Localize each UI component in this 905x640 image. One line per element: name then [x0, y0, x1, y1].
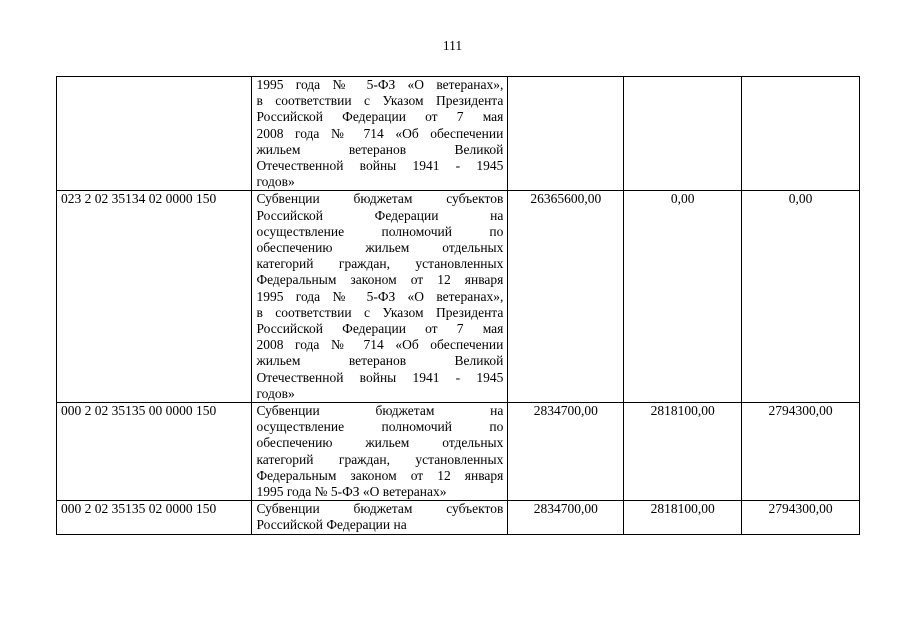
description-line: жильем ветеранов Великой	[256, 141, 504, 157]
description-line: 1995 года № 5-ФЗ «О ветеранах»,	[256, 288, 504, 304]
description-line: 1995 года № 5-ФЗ «О ветеранах»	[256, 484, 447, 500]
description-line: Субвенции бюджетам субъектов	[256, 501, 504, 517]
amount-year-1: 2834700,00	[508, 501, 624, 534]
amount-year-3: 0,00	[742, 191, 860, 403]
description-line: 2008 года № 714 «Об обеспечении	[256, 337, 504, 353]
description-line: Федеральным законом от 12 января	[256, 272, 504, 288]
amount-year-2: 2818100,00	[624, 501, 742, 534]
description-line: Субвенции бюджетам на	[256, 403, 504, 419]
revenue-description	[252, 501, 508, 534]
amount-year-3	[742, 77, 860, 191]
description-line: осуществление полномочий по	[256, 419, 504, 435]
description-line: Отечественной войны 1941 - 1945	[256, 369, 504, 385]
description-line: годов»	[256, 174, 295, 190]
description-line: 1995 года № 5-ФЗ «О ветеранах»,	[256, 77, 504, 92]
amount-year-1: 2834700,00	[508, 403, 624, 501]
budget-classification-code: 000 2 02 35135 02 0000 150	[57, 501, 252, 534]
revenue-description	[252, 403, 508, 501]
table-row	[57, 191, 860, 403]
description-line: в соответствии с Указом Президента	[256, 304, 504, 320]
description-line: Федеральным законом от 12 января	[256, 467, 504, 483]
description-line: годов»	[256, 385, 295, 401]
amount-year-2: 0,00	[624, 191, 742, 403]
revenue-description	[252, 191, 508, 403]
budget-classification-code: 023 2 02 35134 02 0000 150	[57, 191, 252, 403]
description-line: Российской Федерации на	[256, 207, 504, 223]
description-line: осуществление полномочий по	[256, 223, 504, 239]
table-row	[57, 77, 860, 191]
budget-revenue-table	[56, 76, 860, 535]
amount-year-3: 2794300,00	[742, 403, 860, 501]
description-line: 2008 года № 714 «Об обеспечении	[256, 125, 504, 141]
description-line: категорий граждан, установленных	[256, 451, 504, 467]
table-row	[57, 501, 860, 534]
description-line: Субвенции бюджетам субъектов	[256, 191, 504, 207]
amount-year-2	[624, 77, 742, 191]
budget-classification-code	[57, 77, 252, 191]
page-number: 111	[442, 38, 463, 53]
description-line: жильем ветеранов Великой	[256, 353, 504, 369]
amount-year-1	[508, 77, 624, 191]
description-line: Российской Федерации на	[256, 517, 407, 533]
description-line: обеспечению жильем отдельных	[256, 240, 504, 256]
amount-year-3: 2794300,00	[742, 501, 860, 534]
description-line: в соответствии с Указом Президента	[256, 93, 504, 109]
table-row	[57, 403, 860, 501]
revenue-description	[252, 77, 508, 191]
description-line: Отечественной войны 1941 - 1945	[256, 158, 504, 174]
budget-classification-code: 000 2 02 35135 00 0000 150	[57, 403, 252, 501]
table-body	[57, 77, 860, 535]
description-line: Российской Федерации от 7 мая	[256, 321, 504, 337]
amount-year-1: 26365600,00	[508, 191, 624, 403]
description-line: категорий граждан, установленных	[256, 256, 504, 272]
description-line: обеспечению жильем отдельных	[256, 435, 504, 451]
amount-year-2: 2818100,00	[624, 403, 742, 501]
description-line: Российской Федерации от 7 мая	[256, 109, 504, 125]
